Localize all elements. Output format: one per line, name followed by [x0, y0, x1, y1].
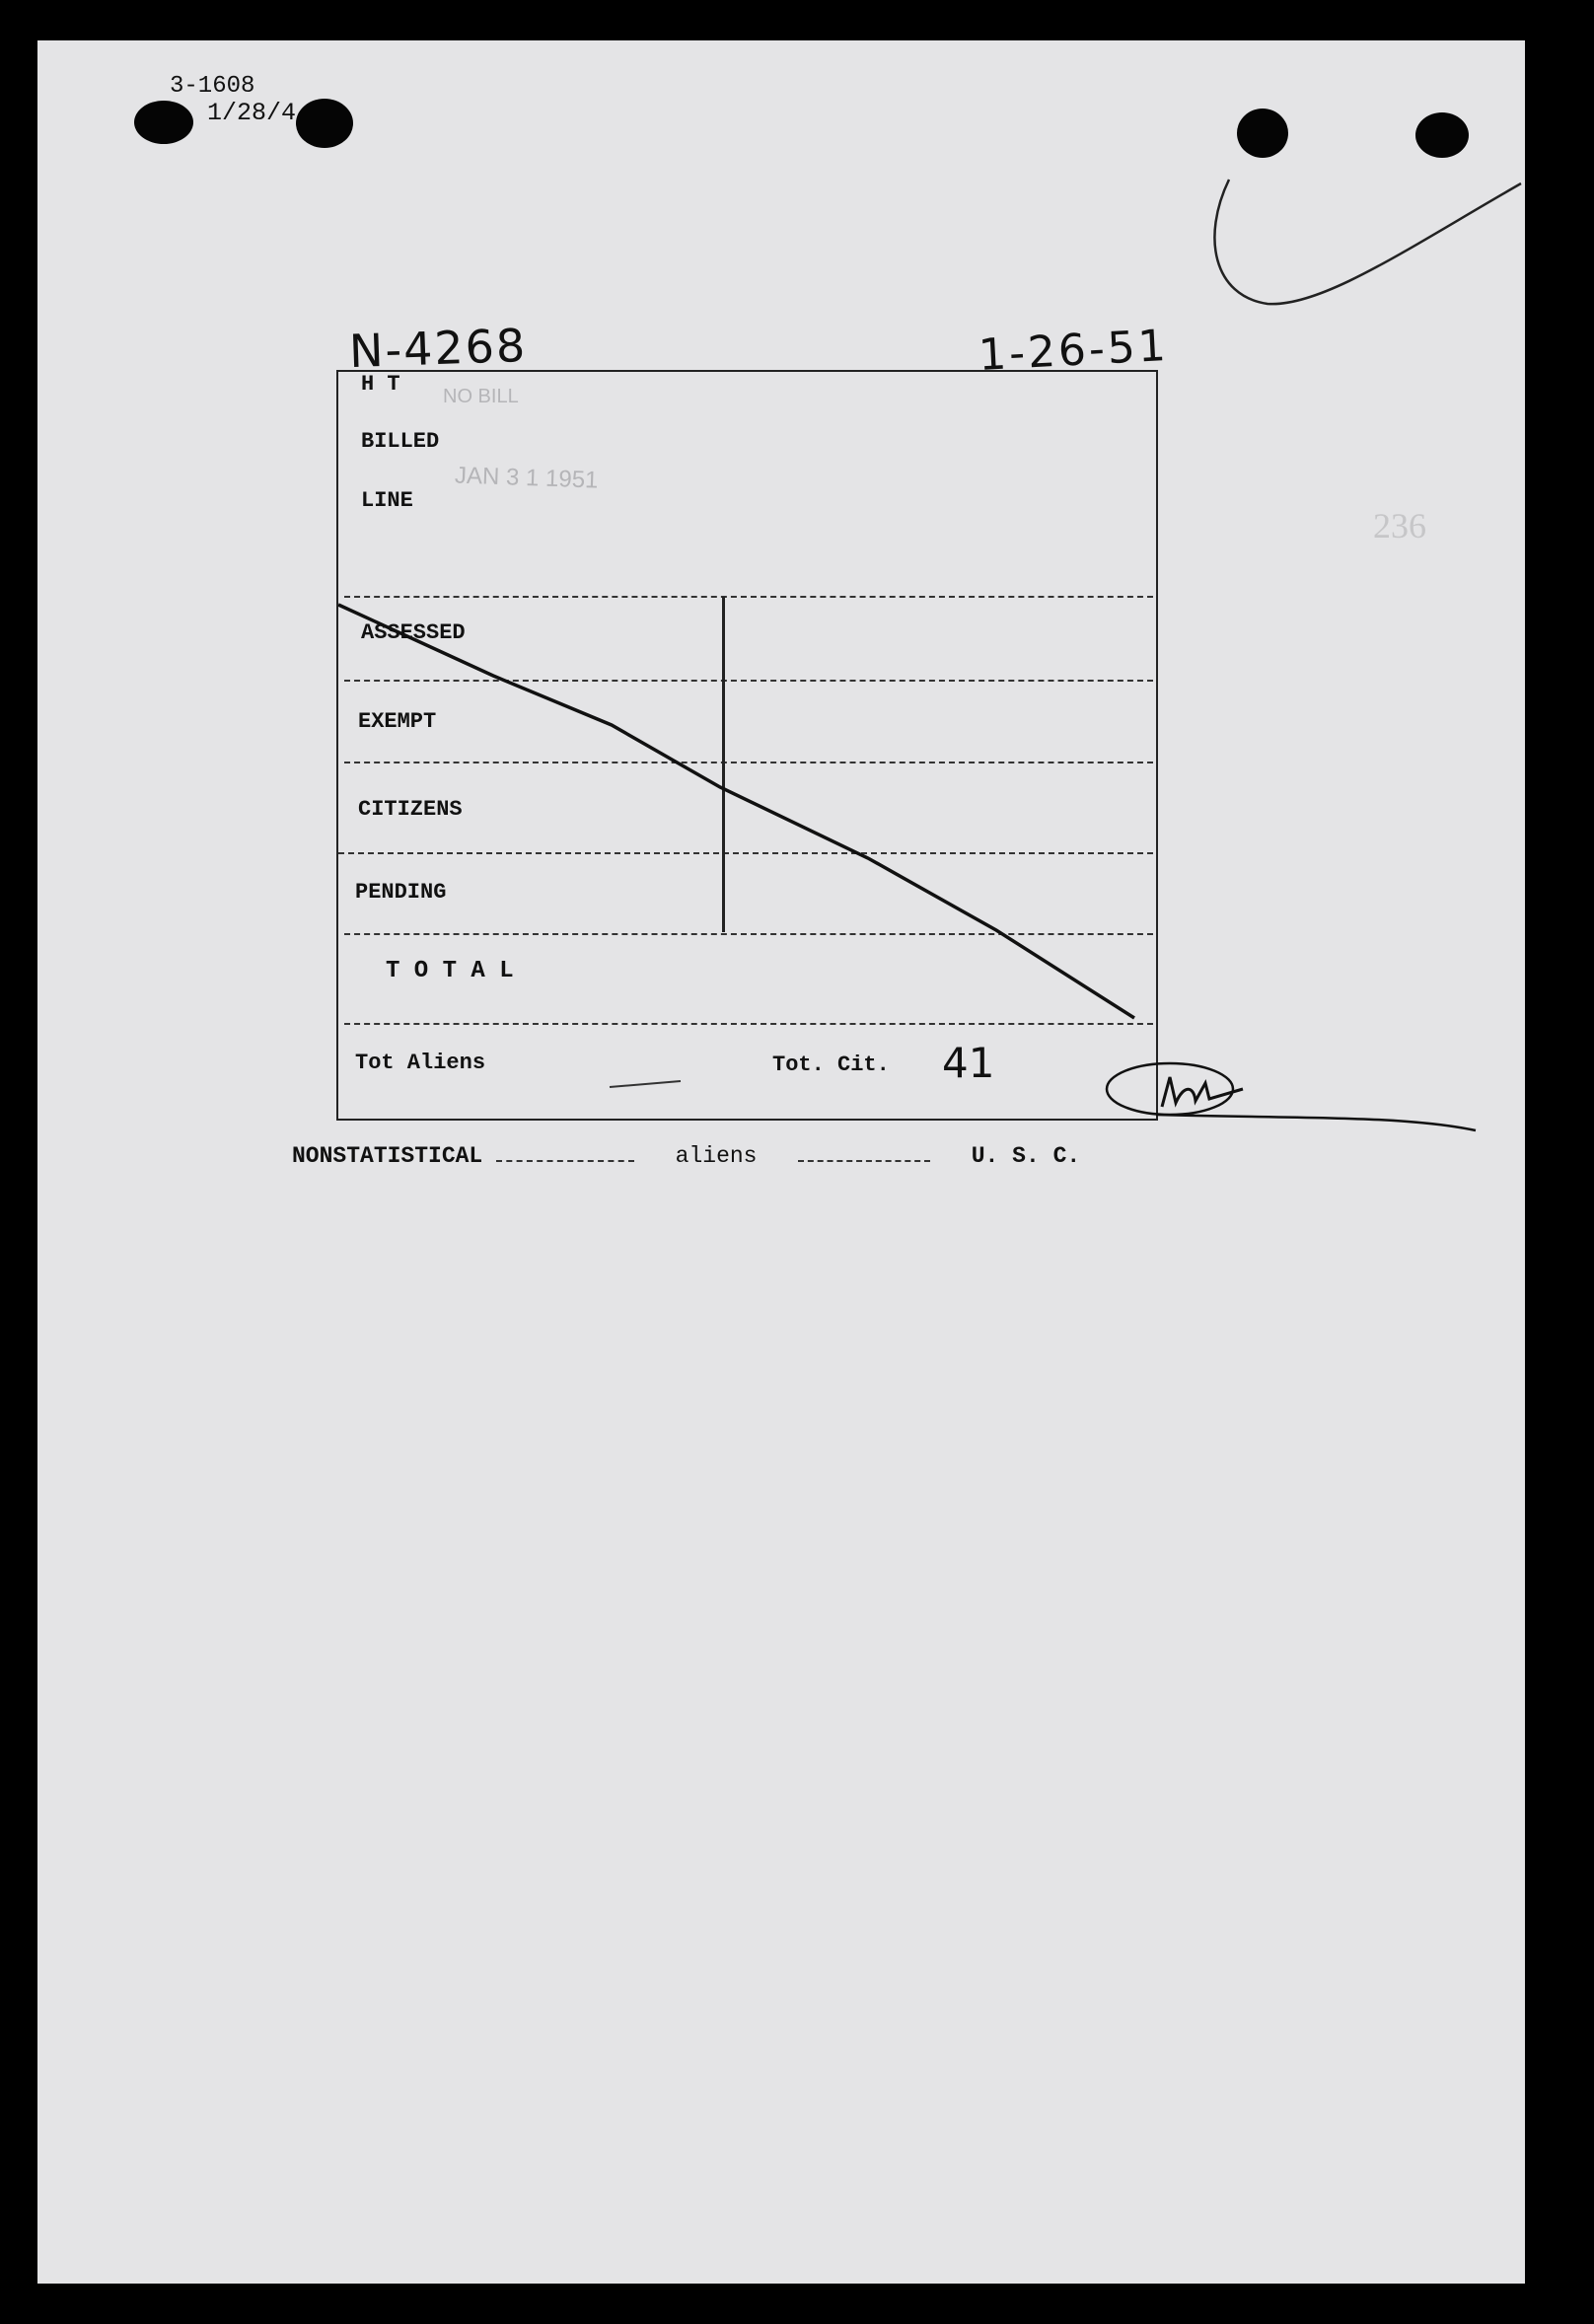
tot-cit-value: 41 — [942, 1039, 995, 1087]
billed-label: BILLED — [361, 429, 440, 454]
corner-code: 3-1608 — [170, 73, 255, 100]
nonstatistical-label: NONSTATISTICAL — [292, 1143, 483, 1169]
row-citizens: CITIZENS — [358, 797, 463, 822]
divider-top — [344, 596, 1153, 598]
divider-assessed — [344, 680, 1153, 682]
punch-hole-right-2 — [1415, 112, 1469, 158]
tot-cit-label: Tot. Cit. — [772, 1053, 890, 1077]
divider-total — [344, 1023, 1153, 1025]
punch-hole-left — [134, 101, 193, 144]
punch-hole-right — [1237, 109, 1288, 158]
divider-exempt — [344, 762, 1153, 763]
nonstatistical-blank — [496, 1160, 634, 1162]
row-pending: PENDING — [355, 880, 447, 905]
aliens-blank — [798, 1160, 930, 1162]
row-exempt: EXEMPT — [358, 709, 437, 734]
usc-label: U. S. C. — [971, 1143, 1081, 1169]
ht-stamp: NO BILL — [443, 386, 519, 407]
punch-hole-left-2 — [296, 99, 353, 148]
corner-date: 1/28/4 — [207, 99, 297, 127]
nonstatistical-line — [292, 1143, 1080, 1169]
total-label: T O T A L — [386, 958, 514, 984]
line-label: LINE — [361, 488, 413, 513]
divider-citizens — [338, 852, 1153, 854]
row-assessed: ASSESSED — [361, 620, 466, 645]
header-date: 1-26-51 — [977, 320, 1170, 382]
column-divider — [722, 597, 725, 932]
aliens-label: aliens — [675, 1143, 758, 1169]
tot-aliens-label: Tot Aliens — [355, 1051, 486, 1075]
divider-pending — [344, 933, 1153, 935]
page-number: 236 — [1373, 506, 1426, 545]
ht-label: H T — [361, 372, 400, 397]
date-stamp: JAN 3 1 1951 — [454, 462, 599, 494]
form-box — [336, 370, 1158, 1121]
file-number: N-4268 — [348, 318, 528, 379]
